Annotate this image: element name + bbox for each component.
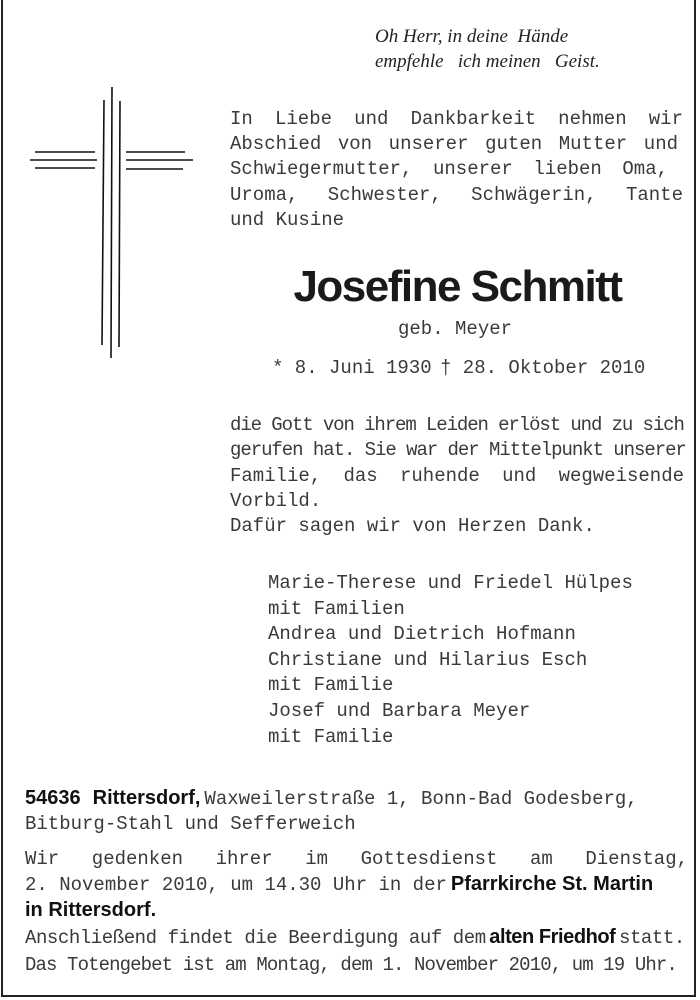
intro-line: In Liebe und Dankbarkeit nehmen wir [230,108,683,130]
prayer-line: Das Totengebet ist am Montag, dem 1. November 2010, um 19 Uhr. [25,954,677,976]
burial-place: alten Friedhof [489,926,616,948]
message-line: gerufen hat. Sie war der Mittelpunkt unserer [230,439,686,461]
service-line-2 [25,872,653,898]
burial-end: statt. [619,927,685,949]
message-line: Dafür sagen wir von Herzen Dank. [230,515,595,537]
quote-line-1: Oh Herr, in deine Hände [375,26,569,47]
service-line-3 [25,898,156,924]
cross-icon [25,85,195,360]
address-line-2: Bitburg-Stahl und Sefferweich [25,813,356,835]
service-line-1: Wir gedenken ihrer im Gottesdienst am Dienstag, [25,848,688,870]
quote-line-2: empfehle ich meinen Geist. [375,51,600,72]
message-line: Familie, das ruhende und wegweisende [230,465,684,487]
intro-line: Schwiegermutter, unserer lieben Oma, [230,158,668,180]
burial-text: Anschließend findet die Beerdigung auf dem [25,927,486,949]
postcode: 54636 [25,787,81,809]
intro-line: und Kusine [230,209,345,231]
service-date: 2. November 2010, um 14.30 Uhr in der [25,874,447,896]
mourner-line: mit Familie [268,726,394,748]
address-rest: Waxweilerstraße 1, Bonn-Bad Godesberg, [204,788,638,810]
intro-line: Abschied von unserer guten Mutter und [230,133,678,155]
message-line: die Gott von ihrem Leiden erlöst und zu sich [230,414,684,436]
address-line-1 [25,786,638,812]
church-name: Pfarrkirche St. Martin [450,873,654,895]
burial-line [25,925,685,951]
service-place: in Rittersdorf [25,899,151,921]
mourner-line: Christiane und Hilarius Esch [268,649,588,671]
intro-line: Uroma, Schwester, Schwägerin, Tante [230,184,683,206]
town: Rittersdorf, [92,787,201,809]
mourner-line: mit Familien [268,598,405,620]
mourner-line: mit Familie [268,674,394,696]
maiden-name: geb. Meyer [398,318,513,340]
mourner-line: Andrea und Dietrich Hofmann [268,623,576,645]
message-line: Vorbild. [230,490,322,512]
mourner-line: Marie-Therese und Friedel Hülpes [268,572,633,594]
death-date: † 28. Oktober 2010 [440,357,646,379]
mourner-line: Josef und Barbara Meyer [268,700,531,722]
deceased-name: Josefine Schmitt [293,262,622,311]
service-period: . [150,899,157,921]
birth-date: * 8. Juni 1930 [272,357,432,379]
